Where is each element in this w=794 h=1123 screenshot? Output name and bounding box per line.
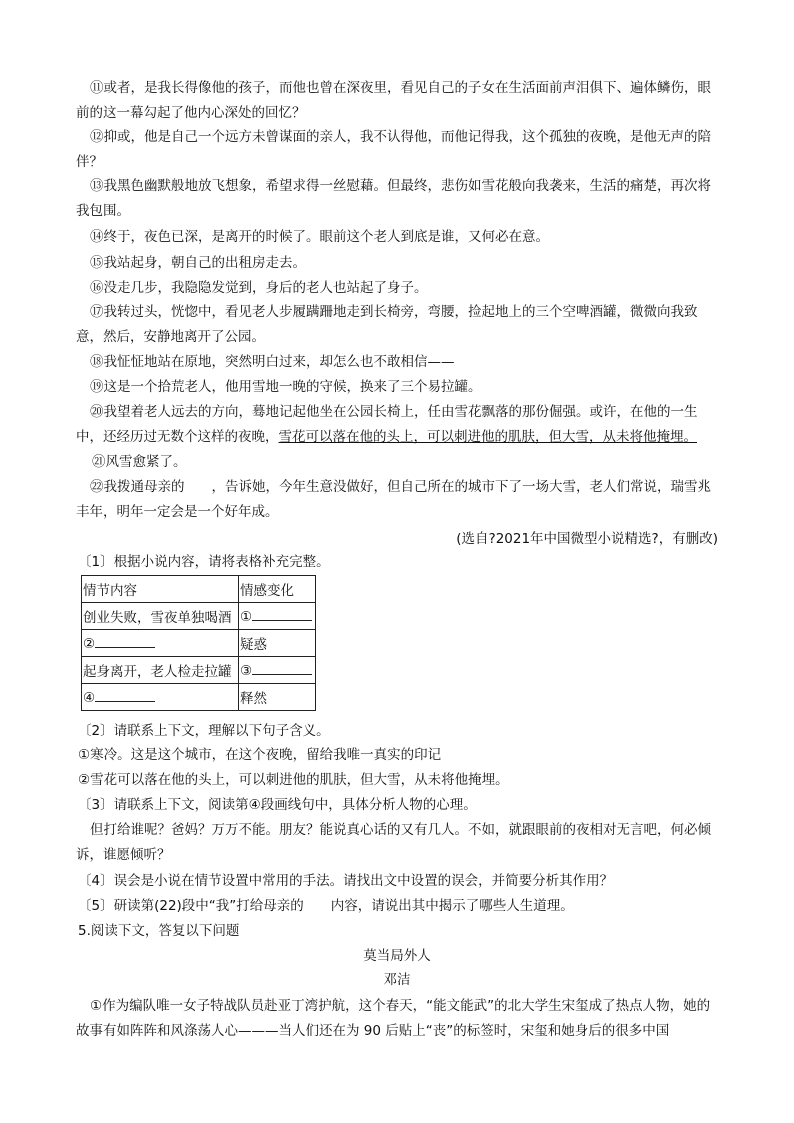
section-5-instruction: 5.阅读下文，答复以下问题 xyxy=(78,923,240,939)
paragraph-11: ⑪或者，是我长得像他的孩子，而他也曾在深夜里，看见自己的子女在生活面前声泪俱下、遍体鳞伤，眼前的这一幕勾起了他内心深处的回忆？ xyxy=(76,80,711,121)
blank-label: ④ xyxy=(83,689,96,706)
paragraph-12: ⑫抑或，他是自己一个远方未曾谋面的亲人，我不认得他，而他记得我，这个孤独的夜晚，是他无声的陪伴？ xyxy=(76,129,711,170)
table-cell: 起身离开，老人检走拉罐 xyxy=(82,657,239,684)
table-header: 情节内容 xyxy=(82,576,239,603)
question-3: 〔3〕请联系上下文，阅读第④段画线句中，具体分析人物的心理。 xyxy=(78,797,477,813)
answer-blank[interactable] xyxy=(95,689,155,702)
paragraph-16: ⑯没走几步，我隐隐发觉到，身后的老人也站起了身子。 xyxy=(90,280,428,296)
blank-label: ③ xyxy=(240,662,253,679)
paragraph-15: ⑮我站起身，朝自己的出租房走去。 xyxy=(90,255,306,271)
blank-label: ② xyxy=(83,635,96,652)
table-cell: 疑惑 xyxy=(239,630,316,657)
table-cell: 创业失败，雪夜单独喝酒 xyxy=(82,603,239,630)
source-citation: (选自?2021年中国微型小说精选?，有删改) xyxy=(456,531,718,547)
blank-label: ① xyxy=(240,608,253,625)
paragraph-14: ⑭终于，夜色已深，是离开的时候了。眼前这个老人到底是谁，又何必在意。 xyxy=(90,229,549,245)
paragraph-21: ㉑风雪愈紧了。 xyxy=(92,454,187,470)
table-cell xyxy=(82,684,239,711)
paragraph-17: ⑰我转过头，恍惚中，看见老人步履蹒跚地走到长椅旁，弯腰，捡起地上的三个空啤酒罐，微微向我致意，然后，安静地离开了公园。 xyxy=(76,304,698,345)
paragraph-18: ⑱我怔怔地站在原地，突然明白过来，却怎么也不敢相信—— xyxy=(90,354,455,370)
paragraph-13: ⑬我黑色幽默般地放飞想象，希望求得一丝慰藉。但最终，悲伤如雪花般向我袭来，生活的痛楚，再次将我包围。 xyxy=(76,178,711,219)
paragraph-20 xyxy=(76,400,722,449)
table-cell xyxy=(239,603,316,630)
question-4: 〔4〕误会是小说在情节设置中常用的手法。请找出文中设置的误会，并简要分析其作用？ xyxy=(78,873,614,889)
question-5: 〔5〕研读第(22)段中“我”打给母亲的 内容，请说出其中揭示了哪些人生道理。 xyxy=(78,898,574,914)
answer-blank[interactable] xyxy=(95,635,155,648)
table-header-row xyxy=(82,576,316,603)
table-cell: 释然 xyxy=(239,684,316,711)
answer-blank[interactable] xyxy=(252,608,312,621)
table-row xyxy=(82,684,316,711)
paragraph-22: ㉒我拨通母亲的 ，告诉她，今年生意没做好，但自己所在的城市下了一场大雪，老人们常说，瑞雪兆丰年，明年一定会是一个好年成。 xyxy=(76,479,711,520)
paragraph-20-text: ⑳我望着老人远去的方向，蓦地记起他坐在公园长椅上，任由雪花飘落的那份倔强。或许，在他的一生中，还经历过无数个这样的夜晚， xyxy=(76,404,698,445)
question-3-quote: 但打给谁呢？爸妈？万万不能。朋友？能说真心话的又有几人。不如，就跟眼前的夜相对无言吧，何必倾诉，谁愿倾听？ xyxy=(76,822,711,863)
question-1: 〔1〕根据小说内容，请将表格补充完整。 xyxy=(78,554,330,570)
answer-blank[interactable] xyxy=(252,662,312,675)
question-2-item-2: ②雪花可以落在他的头上，可以刺进他的肌肤，但大雪，从未将他掩埋。 xyxy=(78,772,509,788)
article-paragraph-1: ①作为编队唯一女子特战队员赴亚丁湾护航，这个春天，“能文能武”的北大学生宋玺成了热点人物，她的故事有如阵阵和风涤荡人心———当人们还在为 90 后贴上“丧”的标签时，宋玺和她身后的很多中国 xyxy=(76,998,711,1039)
article-author: 邓洁 xyxy=(383,972,411,988)
table-header: 情感变化 xyxy=(239,576,316,603)
paragraph-19: ⑲这是一个拾荒老人，他用雪地一晚的守候，换来了三个易拉罐。 xyxy=(90,379,482,395)
table-row xyxy=(82,657,316,684)
table-cell xyxy=(239,657,316,684)
table-row xyxy=(82,603,316,630)
plot-emotion-table xyxy=(81,575,316,711)
paragraph-20-underlined: 雪花可以落在他的头上，可以刺进他的肌肤，但大雪，从未将他掩埋。 xyxy=(278,428,697,445)
question-2: 〔2〕请联系上下文，理解以下句子含义。 xyxy=(78,723,330,739)
table-cell xyxy=(82,630,239,657)
question-2-item-1: ①寒冷。这是这个城市，在这个夜晚，留给我唯一真实的印记 xyxy=(78,747,442,763)
article-title: 莫当局外人 xyxy=(363,948,431,964)
table-row xyxy=(82,630,316,657)
